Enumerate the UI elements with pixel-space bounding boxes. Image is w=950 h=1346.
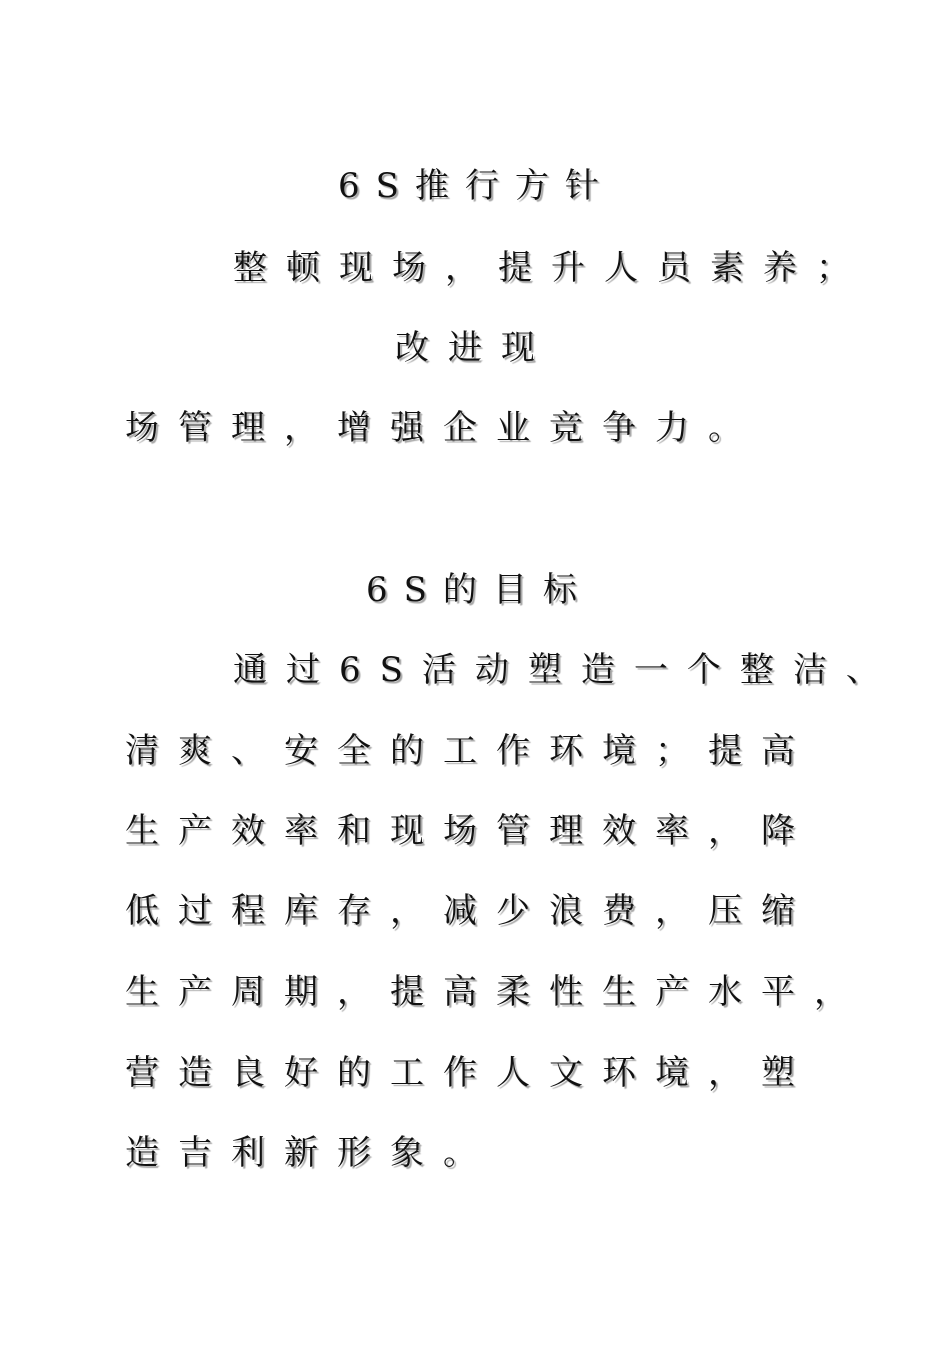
- section2-line-3: 生产效率和现场管理效率，降: [125, 811, 814, 851]
- section1-line-2: 改进现: [395, 328, 554, 368]
- section2-heading: 6S的目标: [366, 570, 593, 610]
- section2-line-7: 造吉利新形象。: [125, 1133, 496, 1173]
- section2-line-2: 清爽、安全的工作环境；提高: [125, 731, 814, 771]
- section2-line-5: 生产周期，提高柔性生产水平，: [125, 972, 867, 1012]
- section2-line-4: 低过程库存，减少浪费，压缩: [125, 891, 814, 931]
- section1-line-1: 整顿现场，提升人员素养；: [233, 248, 869, 288]
- section2-line-1: 通过6S活动塑造一个整洁、: [233, 650, 899, 690]
- section1-heading: 6S推行方针: [338, 166, 615, 206]
- section2-line-6: 营造良好的工作人文环境，塑: [125, 1053, 814, 1093]
- section1-line-3: 场管理，增强企业竞争力。: [125, 408, 761, 448]
